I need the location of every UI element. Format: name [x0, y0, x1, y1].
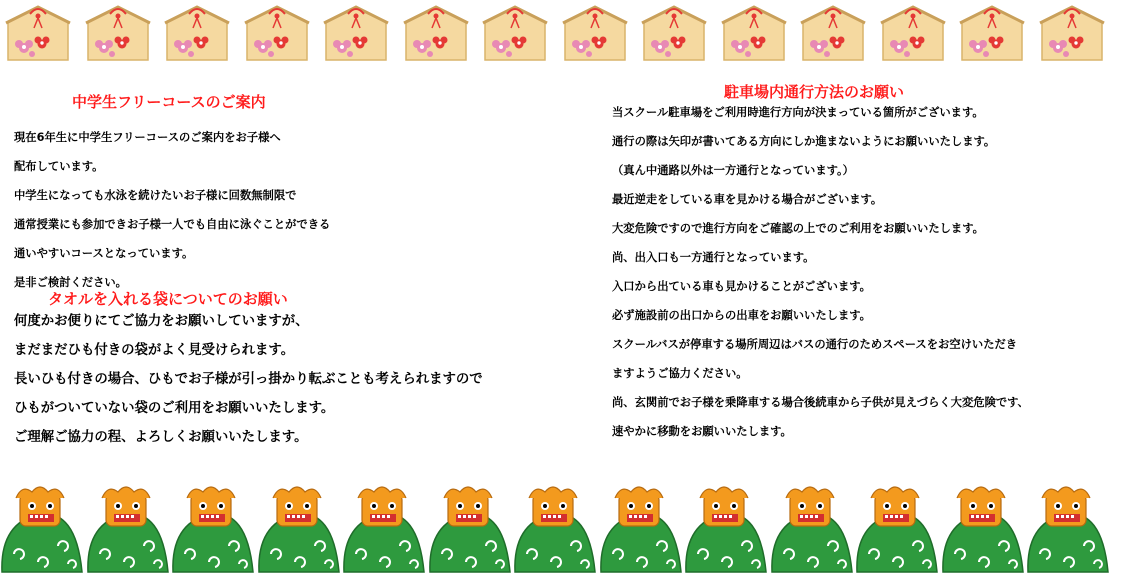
- shishimai-icon: [426, 484, 512, 574]
- shishimai-icon: [597, 484, 683, 574]
- shishimai-icon: [853, 484, 939, 574]
- towel-bag-section: [14, 289, 604, 452]
- ema-icon: [559, 4, 631, 64]
- ema-icon: [400, 4, 472, 64]
- free-course-line: 通常授業にも参加できお子様一人でも自由に泳ぐことができる: [14, 218, 331, 231]
- free-course-section: [14, 92, 604, 297]
- ema-icon: [638, 4, 710, 64]
- parking-line: （真ん中通路以外は一方通行となっています。）: [612, 164, 854, 177]
- free-course-title: 中学生フリーコースのご案内: [72, 93, 266, 111]
- ema-icon: [797, 4, 869, 64]
- shishimai-icon: [768, 484, 854, 574]
- free-course-line: 現在6年生に中学生フリーコースのご案内をお子様へ: [14, 131, 281, 144]
- ema-icon: [1036, 4, 1108, 64]
- ema-icon: [320, 4, 392, 64]
- shishimai-icon: [682, 484, 768, 574]
- towel-bag-line: まだまだひも付きの袋がよく見受けられます。: [14, 343, 295, 358]
- parking-line: 速やかに移動をお願いいたします。: [612, 425, 792, 438]
- shishimai-icon: [939, 484, 1025, 574]
- ema-icon: [877, 4, 949, 64]
- right-column: [612, 82, 1122, 446]
- shishimai-icon: [255, 484, 341, 574]
- towel-bag-line: 何度かお便りにてご協力をお願いしていますが、: [14, 314, 309, 329]
- ema-icon: [241, 4, 313, 64]
- shishimai-icon: [511, 484, 597, 574]
- shishimai-icon: [340, 484, 426, 574]
- free-course-line: 通いやすいコースとなっています。: [14, 247, 194, 260]
- ema-icon: [2, 4, 74, 64]
- parking-section: [612, 82, 1122, 446]
- parking-line: 必ず施設前の出口からの出車をお願いいたします。: [612, 309, 871, 322]
- parking-line: 大変危険ですので進行方向をご確認の上でのご利用をお願いいたします。: [612, 222, 984, 235]
- ema-icon: [956, 4, 1028, 64]
- ema-icon: [718, 4, 790, 64]
- free-course-line: 是非ご検討ください。: [14, 276, 127, 289]
- parking-line: 尚、玄関前でお子様を乗降車する場合後続車から子供が見えづらく大変危険です、: [612, 396, 1029, 409]
- ema-icon: [479, 4, 551, 64]
- parking-line: 通行の際は矢印が書いてある方向にしか進まないようにお願いいたします。: [612, 135, 996, 148]
- ema-icon: [161, 4, 233, 64]
- shishimai-icon: [1024, 484, 1110, 574]
- towel-bag-line: 長いひも付きの場合、ひもでお子様が引っ掛かり転ぶことも考えられますので: [14, 372, 483, 387]
- shishimai-icon: [0, 484, 84, 574]
- parking-line: 入口から出ている車も見かけることがございます。: [612, 280, 871, 293]
- shishimai-icon: [84, 484, 170, 574]
- parking-line: スクールバスが停車する場所周辺はバスの通行のためスペースをお空けいただき: [612, 338, 1018, 351]
- parking-line: ますようご協力ください。: [612, 367, 748, 380]
- shishimai-icon: [169, 484, 255, 574]
- parking-line: 尚、出入口も一方通行となっています。: [612, 251, 815, 264]
- ema-decoration-row: [0, 0, 1127, 68]
- towel-bag-title: タオルを入れる袋についてのお願い: [48, 290, 288, 308]
- parking-title: 駐車場内通行方法のお願い: [724, 83, 905, 101]
- shishimai-decoration-row: [0, 484, 1127, 576]
- left-column: [14, 92, 604, 452]
- parking-line: 最近逆走をしている車を見かける場合がございます。: [612, 193, 883, 206]
- free-course-line: 中学生になっても水泳を続けたいお子様に回数無制限で: [14, 189, 297, 202]
- towel-bag-line: ひもがついていない袋のご利用をお願いいたします。: [14, 401, 335, 416]
- free-course-line: 配布しています。: [14, 160, 104, 173]
- towel-bag-line: ご理解ご協力の程、よろしくお願いいたします。: [14, 430, 308, 445]
- ema-icon: [82, 4, 154, 64]
- parking-line: 当スクール駐車場をご利用時進行方向が決まっている箇所がございます。: [612, 106, 984, 119]
